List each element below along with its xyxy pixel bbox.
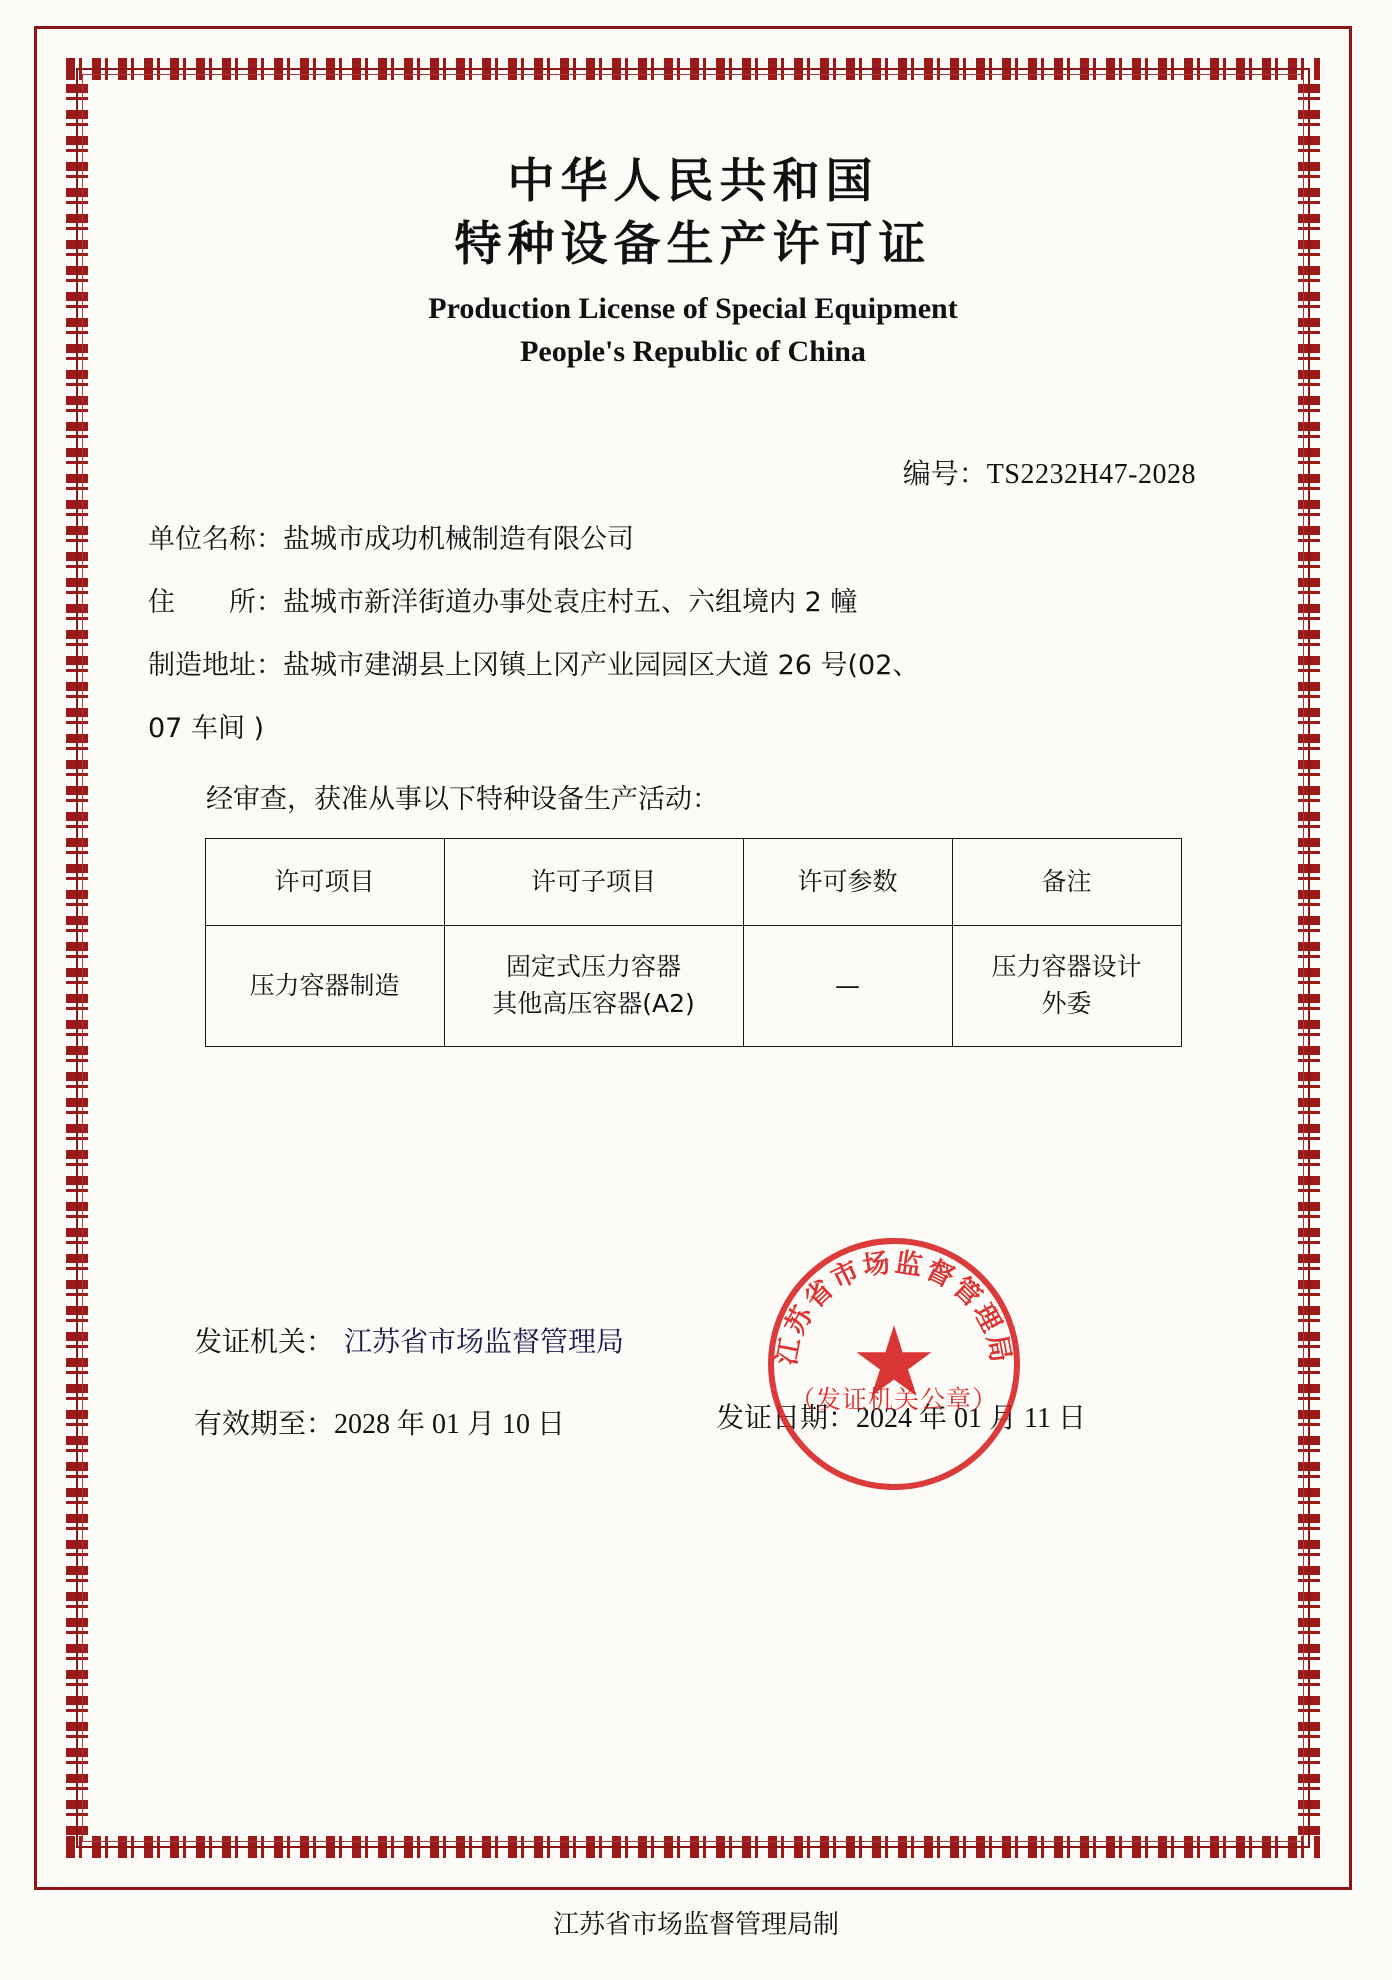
certificate-content <box>96 90 1290 1830</box>
table-row <box>205 925 1181 1046</box>
header-permitted-item: 许可项目 <box>205 838 444 925</box>
issuer-name: 江苏省市场监督管理局 <box>344 1325 625 1358</box>
table-header-row <box>205 838 1181 925</box>
header-permitted-subitem: 许可子项目 <box>444 838 743 925</box>
validity-row <box>194 1402 565 1442</box>
signature-area <box>96 1220 1290 1500</box>
header-permitted-parameter: 许可参数 <box>743 838 952 925</box>
seal-arc-textpath: 江苏省市场监督管理局 <box>771 1247 1017 1368</box>
validity-label: 有效期至： <box>194 1407 335 1440</box>
field-company-value: 盐城市成功机械制造有限公司 <box>283 523 634 555</box>
issuer-label: 发证机关： <box>194 1325 335 1358</box>
cell-remark-line2: 外委 <box>1041 988 1092 1018</box>
serial-row <box>96 452 1290 492</box>
field-address-value: 盐城市新洋街道办事处袁庄村五、六组境内 2 幢 <box>283 587 858 619</box>
permission-table <box>205 838 1182 1047</box>
field-address <box>148 581 1290 624</box>
validity-date: 2028 年 01 月 10 日 <box>334 1409 566 1440</box>
page-footer: 江苏省市场监督管理局制 <box>552 1910 839 1940</box>
cell-permitted-item: 压力容器制造 <box>205 925 444 1046</box>
serial-number: TS2232H47-2028 <box>986 458 1196 490</box>
issue-date-label: 发证日期： <box>716 1401 857 1434</box>
field-company-label: 单位名称： <box>148 523 283 555</box>
title-english-license: Production License of Special Equipment <box>428 291 958 325</box>
cell-remark <box>952 925 1181 1046</box>
cell-subitem-line1: 固定式压力容器 <box>505 952 681 982</box>
field-manufacture-address <box>148 644 1290 687</box>
title-chinese-license: 特种设备生产许可证 <box>454 217 932 273</box>
header-remark: 备注 <box>952 838 1181 925</box>
field-manufacture-address-value: 盐城市建湖县上冈镇上冈产业园园区大道 26 号(02、 <box>283 650 920 682</box>
seal-bottom-text: （发证机关公章） <box>789 1385 998 1414</box>
fields-block <box>96 518 1290 751</box>
issuer-row <box>194 1320 624 1360</box>
issue-date: 2024 年 01 月 11 日 <box>856 1403 1086 1434</box>
cell-permitted-parameter: — <box>743 925 952 1046</box>
cell-subitem-line2: 其他高压容器(A2) <box>492 988 695 1018</box>
field-address-label: 住 所： <box>148 587 283 619</box>
approval-intro-text: 经审查，获准从事以下特种设备生产活动： <box>206 783 719 815</box>
official-seal <box>768 1238 1020 1490</box>
serial-label: 编号： <box>902 456 987 490</box>
cell-remark-line1: 压力容器设计 <box>991 952 1142 982</box>
cell-permitted-subitem <box>444 925 743 1046</box>
title-chinese-country: 中华人民共和国 <box>507 154 879 209</box>
field-company <box>148 518 1290 561</box>
title-english-country: People's Republic of China <box>520 335 866 369</box>
field-manufacture-address-label: 制造地址： <box>148 650 283 682</box>
field-manufacture-address-continued: 07 车间 ) <box>148 713 265 745</box>
